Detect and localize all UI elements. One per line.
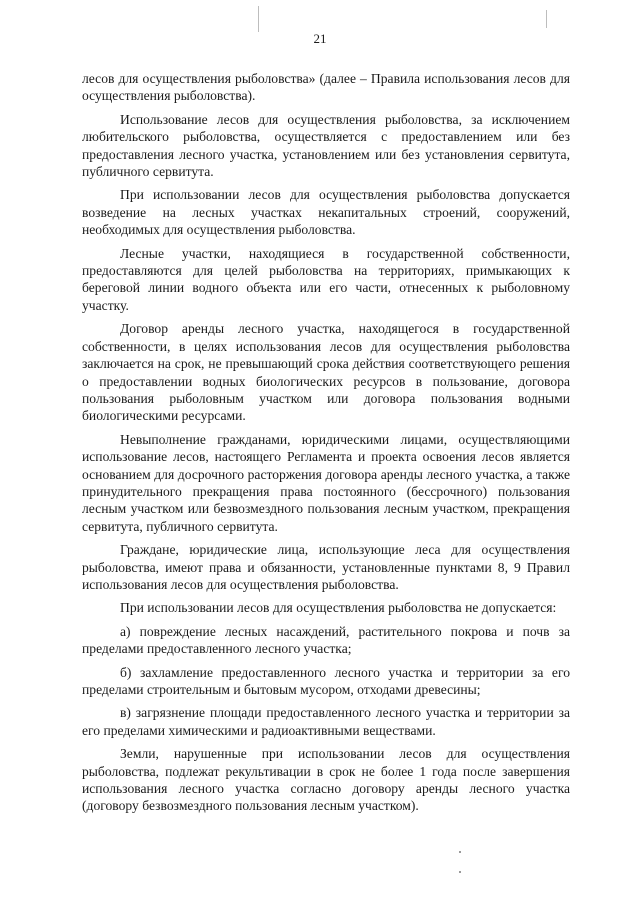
scan-artifact-line <box>546 10 547 28</box>
paragraph: При использовании лесов для осуществления рыболовства допускается возведение на лесных участках некапитальных строений, сооружений, необходимых для осуществления рыболовства. <box>82 187 570 238</box>
scan-artifact-dot <box>459 871 461 873</box>
list-item: а) повреждение лесных насаждений, растительного покрова и почв за пределами предоставленного лесного участка; <box>82 623 570 657</box>
paragraph: Использование лесов для осуществления рыболовства, за исключением любительского рыболовства, осуществляется с предоставлением или без предоставления лесного участка, установлением или без установления сервитута, публичного сервитута. <box>82 111 570 180</box>
paragraph: Лесные участки, находящиеся в государственной собственности, предоставляются для целей рыболовства на территориях, примыкающих к береговой линии водного объекта или его части, отнесенных к рыболовному участку. <box>82 245 570 313</box>
list-item: в) загрязнение площади предоставленного лесного участка и территории за его пределами химическими и радиоактивными веществами. <box>82 705 570 738</box>
paragraph: Договор аренды лесного участка, находящегося в государственной собственности, в целях использования лесов для осуществления рыболовства заключается на срок, не превышающий срока действия соответствующего решения о предоставлении водных биологических ресурсов в пользование, договора пользования рыболовным участком или договора пользования водными биологическими ресурсами. <box>82 321 570 424</box>
paragraph: Земли, нарушенные при использовании лесов для осуществления рыболовства, подлежат рекультивации в срок не более 1 года после завершения использования лесного участка согласно договору аренды лесного участка (договору безвозмездного пользования лесным участком). <box>82 746 570 814</box>
scan-artifact-dot <box>459 851 461 853</box>
paragraph: Граждане, юридические лица, использующие леса для осуществления рыболовства, имеют права и обязанности, установленные пунктами 8, 9 Правил использования лесов для осуществления рыболовства. <box>82 542 570 592</box>
paragraph: При использовании лесов для осуществления рыболовства не допускается: <box>120 600 557 616</box>
paragraph: Невыполнение гражданами, юридическими лицами, осуществляющими использование лесов, настоящего Регламента и проекта освоения лесов является основанием для досрочного расторжения договора аренды лесного участка, а также принудительного прекращения права постоянного (бессрочного) пользования лесным участком или безвозмездного пользования лесным участком, прекращения сервитута, публичного сервитута. <box>82 431 570 534</box>
document-body <box>82 70 570 821</box>
page-number: 21 <box>313 31 327 46</box>
paragraph: лесов для осуществления рыболовства» (далее – Правила использования лесов для осуществления рыболовства). <box>82 71 570 104</box>
scan-artifact-line <box>258 6 259 32</box>
list-item: б) захламление предоставленного лесного участка и территории за его пределами строительным и бытовым мусором, отходами древесины; <box>82 664 570 697</box>
